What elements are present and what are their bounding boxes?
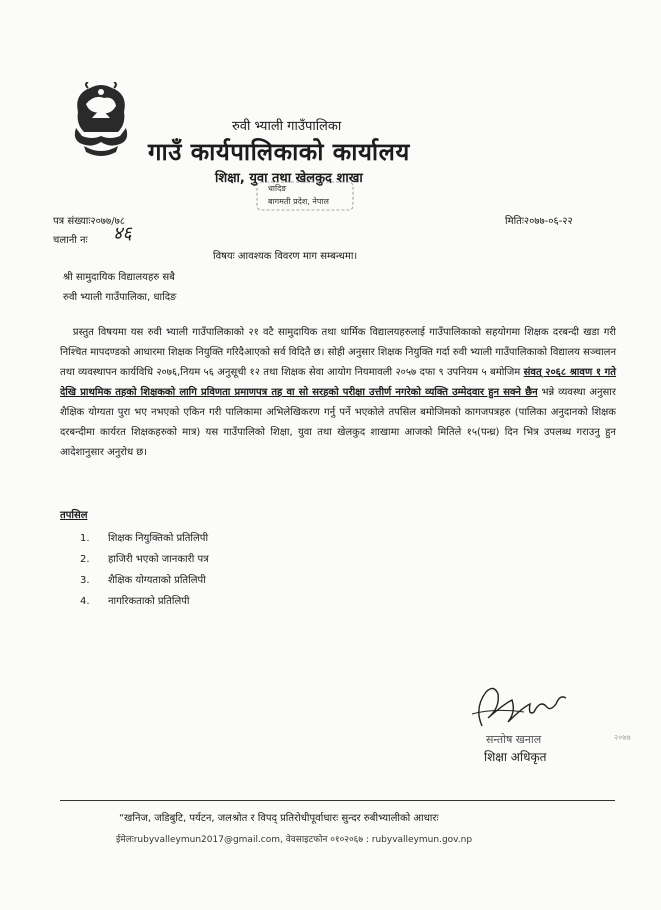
body-text-before: प्रस्तुत विषयमा यस रुवी भ्याली गाउँपालिकाको २१ वटै सामुदायिक तथा धार्मिक विद्यालयहरुलाई गाउँपालिकाको सहयोगमा शिक्षक दरबन्दी खडा गरी निश्चित मापदण्डको आधारमा शिक्षक नियुक्ति गरिदैआएको सर्व विदितै छ। सोही अनुसार शिक्षक नियुक्ति गर्दा रुवी भ्याली गाउँपालिकाको विद्यालय सञ्चालन तथा व्यवस्थापन कार्यविधि २०७६,नियम ५६ अनुसूची १२ तथा शिक्षक सेवा आयोग नियमावली २०५७ दफा ९ उपनियम ५ बमोजिम bbox=[60, 327, 616, 378]
letter-date: मितिः२०७७-०६-२२ bbox=[505, 216, 573, 227]
footer-slogan: “खनिज, जडिबुटि, पर्यटन, जलश्रोत र विपद् प्रतिरोधीपूर्वाधारः सुन्दर रुबीभ्यालीको आधारः bbox=[119, 813, 439, 824]
list-item-text: शिक्षक नियुक्तिको प्रतिलिपी bbox=[108, 533, 209, 544]
nepal-emblem-icon bbox=[70, 82, 132, 162]
list-item-text: शैक्षिक योग्यताको प्रतिलिपी bbox=[108, 575, 206, 586]
reference-number: पत्र संख्याः२०७७/७८ bbox=[53, 216, 125, 227]
list-item bbox=[80, 593, 209, 614]
body-emphasis: संवत् २०६८ श्रावण १ गते देखि प्राथमिक तहको शिक्षकको लागि प्रविणता प्रमाणपत्र तह वा सो सरहको परीक्षा उत्तीर्ण नगरेको व्यक्ति उम्मेदवार हुन सक्ने छैन bbox=[60, 367, 616, 398]
list-item-text: नागरिकताको प्रतिलिपी bbox=[108, 596, 190, 607]
stamp-line-1: धादिङ bbox=[268, 184, 287, 193]
subject-line: विषयः आवश्यक विवरण माग सम्बन्धमा। bbox=[213, 251, 358, 262]
list-item-number: 2. bbox=[80, 554, 90, 565]
list-item-text: हाजिरी भएको जानकारी पत्र bbox=[108, 554, 209, 565]
office-title: गाउँ कार्यपालिकाको कार्यालय bbox=[148, 138, 410, 166]
municipality-name: रुवी भ्याली गाउँपालिका bbox=[232, 119, 342, 134]
tapsil-list bbox=[80, 530, 209, 614]
body-text-after: भन्ने व्यवस्था अनुसार शैक्षिक योग्यता पुरा भए नभएको एकिन गरी पालिकामा अभिलेखिकरण गर्नु पर्ने भएकोले तपसिल बमोजिमको कागजपत्रहरु (पालिका अनुदानको शिक्षक दरबन्दीमा कार्यरत शिक्षकहरुको मात्र) यस गाउँपालिको शिक्षा, युवा तथा खेलकुद शाखामा आजको मितिले १५(पन्ध्र) दिन भित्र उपलब्ध गराउनु हुन आदेशानुसार अनुरोध छ। bbox=[60, 387, 616, 458]
list-item-number: 3. bbox=[80, 575, 90, 586]
list-item bbox=[80, 551, 209, 572]
footer-contact: ईमेलःrubyvalleymun2017@gmail.com, वेवसाइटफोन ०१०२०६७ : rubyvalleymun.gov.np bbox=[116, 835, 473, 845]
recipient-line-2: रुवी भ्याली गाउँपालिका, धादिङ bbox=[63, 292, 177, 303]
letter-body bbox=[60, 323, 616, 463]
stamp-line-2: बागमती प्रदेश, नेपाल bbox=[268, 197, 329, 206]
list-item-number: 4. bbox=[80, 596, 90, 607]
recipient-line-1: श्री सामुदायिक विद्यालयहरु सबै bbox=[63, 272, 175, 283]
dispatch-label: चलानी नः bbox=[53, 235, 88, 246]
dispatch-number: ४६ bbox=[113, 223, 132, 244]
margin-pencil-note: २०७७ bbox=[614, 733, 631, 742]
list-item bbox=[80, 572, 209, 593]
department-name: शिक्षा, युवा तथा खेलकुद शाखा bbox=[215, 171, 363, 186]
list-item-number: 1. bbox=[80, 533, 90, 544]
handwritten-signature bbox=[464, 678, 574, 732]
list-item bbox=[80, 530, 209, 551]
signatory-name: सन्तोष खनाल bbox=[486, 733, 542, 746]
tapsil-title: तपसिल bbox=[60, 510, 88, 521]
footer-divider bbox=[60, 800, 615, 801]
signatory-title: शिक्षा अधिकृत bbox=[484, 750, 547, 764]
